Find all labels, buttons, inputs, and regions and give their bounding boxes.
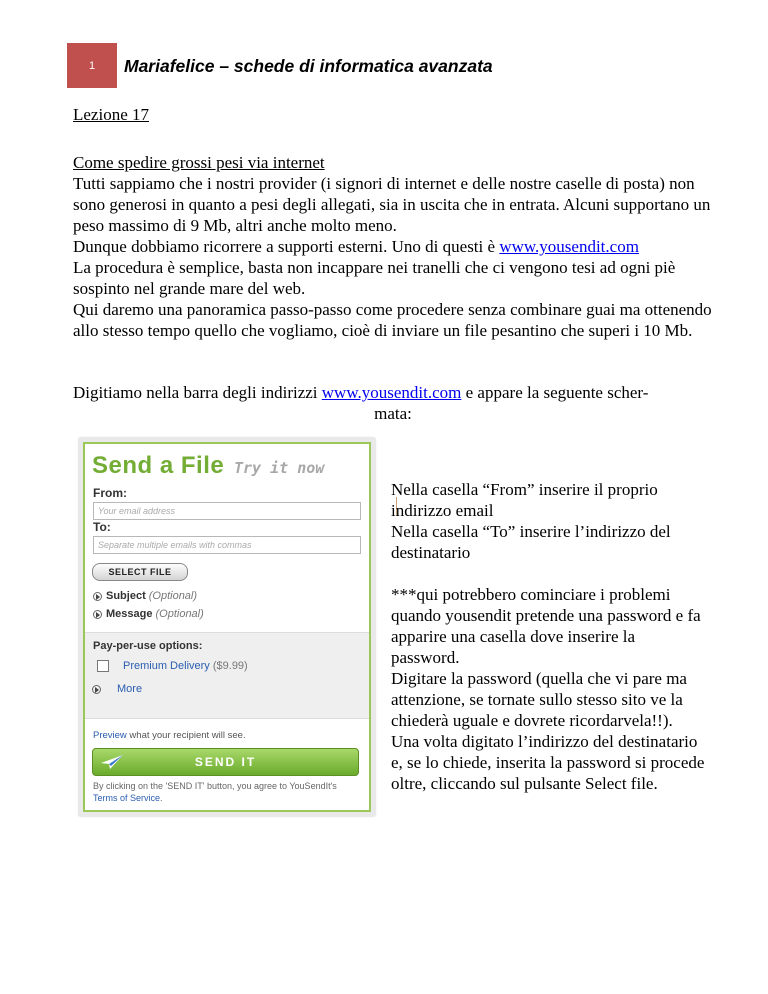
subject-label: Subject (106, 590, 146, 602)
send-it-label: SEND IT (194, 755, 257, 769)
lesson-title: Lezione 17 (73, 105, 149, 124)
message-toggle[interactable] (93, 608, 204, 620)
expand-arrow-icon (93, 610, 102, 619)
section-title: Come spedire grossi pesi via internet (73, 153, 325, 172)
page-number: 1 (67, 43, 117, 88)
preview-link[interactable]: Preview (93, 730, 127, 741)
premium-delivery-option[interactable] (97, 660, 248, 672)
more-link[interactable]: More (117, 683, 143, 695)
subject-toggle[interactable] (93, 590, 197, 602)
address-bar-paragraph (73, 382, 713, 424)
more-options[interactable] (92, 683, 142, 695)
send-it-button[interactable] (92, 748, 359, 776)
instruction-from: Nella casella “From” inserire il proprio indirizzo email (391, 480, 658, 520)
terms-text (93, 780, 353, 804)
to-email-input[interactable]: Separate multiple emails with commas (93, 536, 361, 554)
subject-optional: (Optional) (148, 590, 198, 602)
intro-text-cont: mata: (374, 404, 412, 423)
terms-before: By clicking on the 'SEND IT' button, you agree to YouSendIt's (93, 781, 337, 791)
intro-text-after: e appare la seguente scher- (461, 383, 649, 402)
paragraph-external-text: Dunque dobbiamo ricorrere a supporti esterni. Uno di questi è (73, 237, 500, 256)
pay-per-use-section (85, 632, 369, 719)
premium-delivery-price: ($9.99) (212, 660, 248, 672)
instruction-select-file: Una volta digitato l’indirizzo del destinatario e, se lo chiede, inserita la password si procede oltre, cliccando sul pulsante Select file. (391, 732, 705, 793)
instructions-column (391, 479, 706, 794)
send-file-screenshot (79, 438, 375, 816)
paragraph-overview: Qui daremo una panoramica passo-passo come procedere senza combinare guai ma ottenendo allo stesso tempo quello che vogliamo, cioè di inviare un file pesantino che superi i 10 Mb. (73, 300, 712, 340)
expand-arrow-icon (92, 685, 101, 694)
preview-line (93, 730, 246, 741)
paragraph-providers: Tutti sappiamo che i nostri provider (i signori di internet e delle nostre caselle di posta) non sono generosi in quanto a pesi degli allegati, sia in uscita che in entrata. Alcuni supportano un peso massimo di 9 Mb, altri anche molto meno. (73, 174, 711, 235)
send-file-panel (83, 442, 371, 812)
yousendit-link[interactable]: www.yousendit.com (499, 237, 639, 256)
instruction-password: Digitare la password (quella che vi pare ma attenzione, se tornate sullo stesso sito ve la chiederà uguale e dovrete ricordarvela!!). (391, 669, 687, 730)
paragraph-procedure: La procedura è semplice, basta non incappare nei tranelli che ci vengono tesi ad ogni piè sospinto nel grande mare del web. (73, 258, 676, 298)
paragraph-external (73, 236, 713, 257)
premium-delivery-link[interactable]: Premium Delivery (123, 660, 210, 672)
to-label: To: (93, 520, 111, 534)
instruction-password-warning: ***qui potrebbero cominciare i problemi quando yousendit pretende una password e fa apparire una casella dove inserire la password. (391, 585, 701, 667)
select-file-button[interactable]: SELECT FILE (92, 563, 188, 581)
pay-per-use-title: Pay-per-use options: (93, 640, 203, 652)
intro-text-before: Digitiamo nella barra degli indirizzi (73, 383, 322, 402)
message-label: Message (106, 608, 153, 620)
from-email-input[interactable]: Your email address (93, 502, 361, 520)
instruction-to: Nella casella “To” inserire l’indirizzo del destinatario (391, 522, 671, 562)
preview-text: what your recipient will see. (126, 730, 246, 741)
terms-after: . (160, 793, 163, 803)
expand-arrow-icon (93, 592, 102, 601)
more-arrow (92, 685, 105, 694)
send-file-title: Send a File (92, 452, 225, 479)
message-optional: (Optional) (155, 608, 204, 620)
paper-plane-icon (101, 755, 123, 769)
yousendit-link-2[interactable]: www.yousendit.com (321, 383, 462, 402)
try-it-now-label: Try it now (234, 459, 325, 477)
premium-delivery-checkbox[interactable] (97, 660, 109, 672)
header-title: Mariafelice – schede di informatica avanzata (124, 56, 493, 76)
intro-section (73, 152, 713, 341)
from-label: From: (93, 486, 127, 500)
terms-of-service-link[interactable]: Terms of Service (93, 793, 161, 803)
